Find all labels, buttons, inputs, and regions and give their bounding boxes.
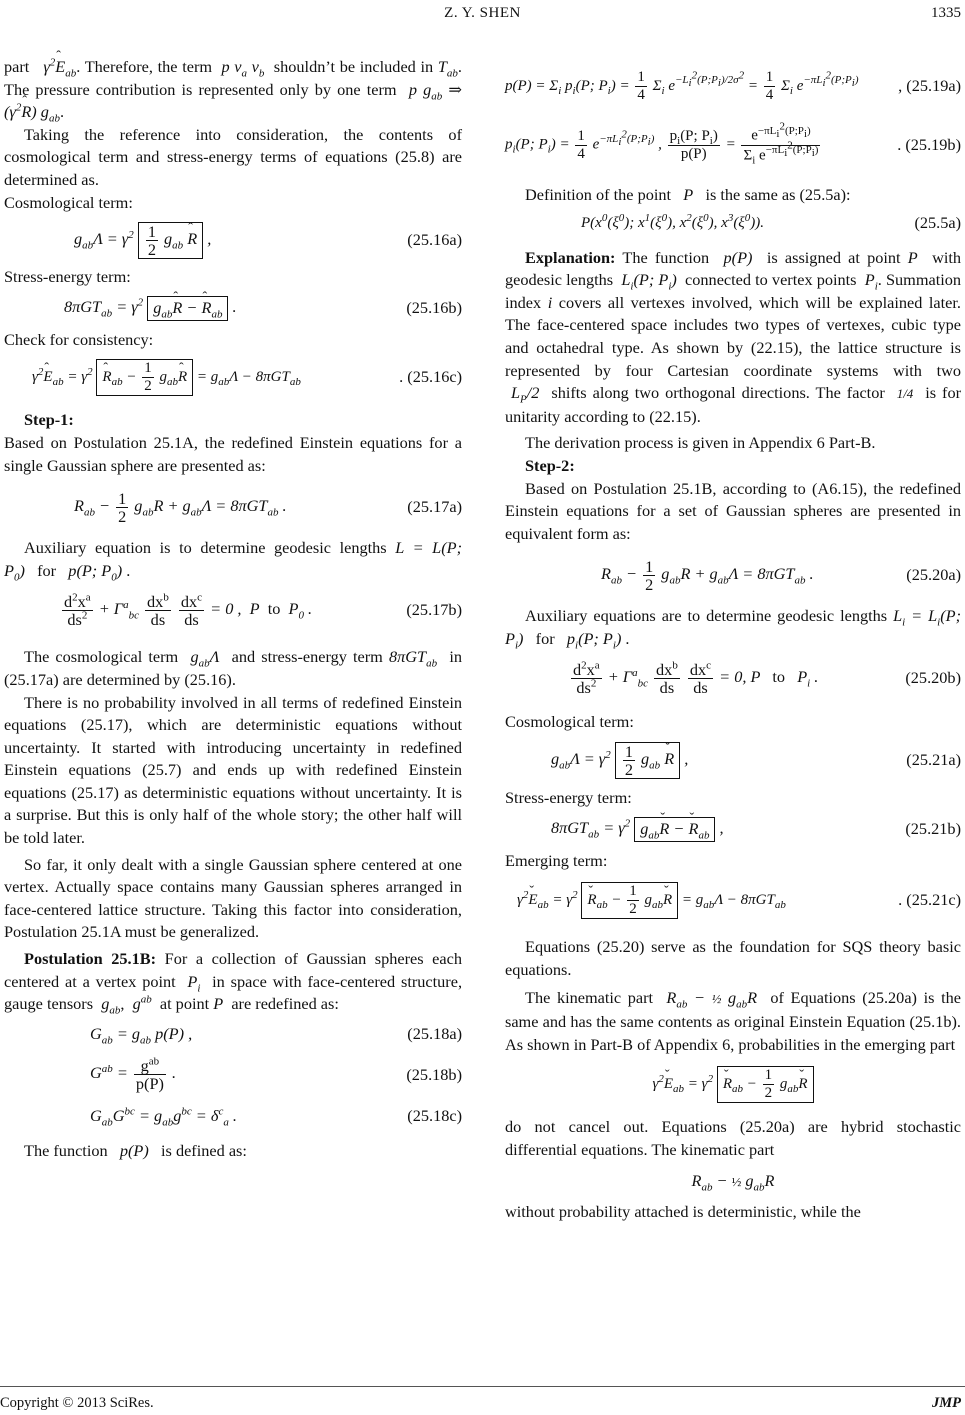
paragraph-function-p: The function p(P) is defined as: bbox=[24, 1140, 247, 1160]
page-number: 1335 bbox=[931, 5, 961, 21]
running-header-author: Z. Y. SHEN bbox=[444, 5, 521, 21]
equation-25-21b: $8\pi GT_{ab} = \gamma^2$ $g_{ab}ˇ$ R − ˇ $R_{ab}$ , (25.21b) bbox=[505, 810, 961, 850]
equation-25-19a: $p(P) = \Sigma_i$ $p_i(P$; $P_i$) = $\frac{1}{4}$ $\Sigma_i$ $e^{-L_i^2(P;P_i)/2\sigma^2}$ = $\frac{1}{4}$ $\Sigma_i$ $e^{-\pi L_i^2(P;P_i)}$ , (25.19a) bbox=[505, 68, 961, 103]
cosmological-term-label-2: Cosmological term: bbox=[505, 711, 634, 731]
stress-energy-term-label: Stress-energy term: bbox=[4, 267, 131, 287]
equation-25-18a: $G_{ab} = g_{ab}$ p(P) , (25.18a) bbox=[90, 1023, 462, 1046]
paragraph-explanation: Explanation: The function p(P) is assigned at point P with geodesic lengths $L_i(P$; $P_i$) connected to vertex points $P_i$. Summation index i covers all vertexes involved, which will be explained later. The face-centered space includes two types of vertexes, cubic type and octahedral type. As shown by (22.15), the lattice structure is represented by four Cartesian coordinate systems with two $L_P/2$ shifts along two orthogonal directions. The factor 1/4 is for unitarity according to (22.15). bbox=[505, 247, 962, 426]
equation-25-16a: $g_{ab}\Lambda = \gamma^2$ $\frac{1}{2}$ $g_{ab}$ ˆ R , (25.16a) bbox=[4, 214, 462, 266]
paragraph-no-probability: There is no probability involved in all terms of redefined Einstein equations (25.17), which are deterministic equations without uncertainty. It started with introducing uncertainty in redefined Einstein equations (25.7) and ends up with redefined Einstein equations (25.17) as deterministic equations without uncertainty. It is a surprise. But this is only half of the whole story; the other half will be told later. bbox=[4, 692, 462, 848]
paragraph-step1: Based on Postulation 25.1A, the redefined Einstein equations for a single Gaussian sphere are presented as: bbox=[4, 432, 462, 475]
step-1-heading: Step-1: bbox=[24, 410, 74, 430]
paragraph-kinematic: The kinematic part $R_{ab}$ − ½ $g_{ab}R$ of Equations (25.20a) is the same and has the same contents as original Einstein Equation (25.1b). As shown in Part-B of Appendix 6, probabilities in the emerging part bbox=[505, 988, 961, 1054]
footer-divider bbox=[0, 1386, 965, 1387]
kinematic-part-expression: $R_{ab}$ − ½ $g_{ab}R$ bbox=[691, 1170, 775, 1193]
equation-25-16c: $\gamma^2ˆ$ $E_{ab} = \gamma^2$ ˆ $R_{ab}$ − $\frac{1}{2}$ $g_{ab}ˆ$ $R = g_{ab}\Lambda - 8\pi GT_{ab}$ . (25.16c) bbox=[4, 351, 462, 403]
journal-abbreviation: JMP bbox=[932, 1395, 961, 1411]
paragraph-gaussian-spheres: So far, it only dealt with a single Gaussian sphere centered at one vertex. Actually space contains many Gaussian spheres arranged in face-centered lattice structure. Taking this factor into consideration, Postulation 25.1A must be generalized. bbox=[4, 854, 462, 942]
emerging-part-expression: $\gamma^2ˇ$ $E_{ab} = \gamma^2$ ˇ $R_{ab}$ − $\frac{1}{2}$ $g_{ab}ˇ$ R bbox=[505, 1056, 961, 1112]
paragraph-definition-p: Definition of the point P is the same as (25.5a): bbox=[525, 185, 851, 204]
equation-25-21c: $\gamma^2ˇ$ $E_{ab} = \gamma^2$ ˇ $R_{ab}$ − $\frac{1}{2}$ $g_{ab}ˇ$ $R = g_{ab}\Lambda - 8\pi GT_{ab}$ . (25.21c) bbox=[505, 872, 961, 928]
equation-25-21a: $g_{ab}\Lambda = \gamma^2$ $\frac{1}{2}$ $g_{ab}$ ˇ R , (25.21a) bbox=[505, 733, 961, 787]
equation-25-18c: $G_{ab}G^{bc} = g_{ab}g^{bc} = \delta^c_a$ . (25.18c) bbox=[90, 1105, 462, 1128]
paragraph-hybrid: do not cancel out. Equations (25.20a) are hybrid stochastic differential equations. The kinematic part bbox=[505, 1117, 961, 1159]
postulation-25-1b: Postulation 25.1B: For a collection of Gaussian spheres each centered at a vertex point $P_i$ in space with face-centered structure, gauge tensors $g_{ab}$, $g^{ab}$ at point P are redefined as: bbox=[4, 949, 463, 1017]
equation-25-19b: $p_i(P$; $P_i$) = $\frac{1}{4}$ $e^{-\pi L_i^2(P;P_i)}$ , $\frac{p_i(P; P_i)}{p(P)}$ = $\frac{e^{-\pi L_i^2(P;P_i)}}{\Sigma_i e^{-\pi L_i^2(P;P_i)}}$ . (25.19b) bbox=[505, 119, 961, 167]
paragraph-deterministic: without probability attached is deterministic, while the bbox=[505, 1202, 861, 1222]
paragraph-foundation: Equations (25.20) serve as the foundation for SQS theory basic equations. bbox=[505, 937, 961, 979]
paragraph-derivation: The derivation process is given in Appendix 6 Part-B. bbox=[525, 433, 876, 453]
equation-25-16b: $8\pi GT_{ab} = \gamma^2$ $g_{ab}ˆ$ R − ˆ $R_{ab}$ . (25.16b) bbox=[4, 289, 462, 329]
right-column bbox=[505, 0, 961, 1224]
equation-25-18b: $G^{ab}$ = $\frac{g^{ab}}{p(P)}$ . (25.18b) bbox=[90, 1055, 462, 1094]
paragraph-auxiliary: Auxiliary equation is to determine geodesic lengths L = L(P; $P_0$) for p(P; $P_0$) . bbox=[4, 538, 462, 583]
equation-25-20a: $R_{ab}$ − $\frac{1}{2}$ $g_{ab}R + g_{ab}\Lambda = 8\pi GT_{ab}$ . (25.20a) bbox=[601, 556, 961, 594]
paragraph-step2: Based on Postulation 25.1B, according to (A6.15), the redefined Einstein equations for a set of Gaussian spheres are presented in equivalent form as: bbox=[505, 478, 961, 543]
paragraph-terms: The cosmological term $g_{ab}\Lambda$ and stress-energy term 8πGT$_{ab}$ in (25.17a) are determined by (25.16). bbox=[4, 647, 462, 689]
stress-energy-term-label-2: Stress-energy term: bbox=[505, 788, 632, 808]
paragraph-auxiliary-2: Auxiliary equations are to determine geodesic lengths $L_i = L_i(P$; $P_i$) for $p_i(P$; $P_i$) . bbox=[505, 606, 962, 652]
emerging-term-label: Emerging term: bbox=[505, 850, 608, 870]
left-column bbox=[4, 56, 462, 1162]
step-2-heading: Step-2: bbox=[525, 455, 575, 475]
consistency-label: Check for consistency: bbox=[4, 329, 154, 349]
equation-25-17a: $R_{ab}$ − $\frac{1}{2}$ $g_{ab}R + g_{ab}\Lambda = 8\pi GT_{ab}$ . (25.17a) bbox=[74, 488, 462, 526]
equation-25-17b: $\frac{d^2x^a}{ds^2}$ + $\Gamma^a_{bc}$ $\frac{dx^b}{ds}$ $\frac{dx^c}{ds}$ = 0 , P to $P_0$ . (25.17b) bbox=[64, 591, 462, 629]
equation-25-5a: $P(x^0(\xi^0)$; $x^1(\xi^0)$, $x^2(\xi^0)$, $x^3(\xi^0)$). (25.5a) bbox=[581, 212, 961, 233]
paragraph-pressure: part $\gamma^2ˆ$ $E_{ab}$. Therefore, the term p $v_a$ $v_b$ shouldn’t be included in $T_{ab}$. The pressure contribution is represented only by one term p $g_{ab}$ ⇒ ($\gamma^2ˆ$ R) $g_{ab}$. bbox=[4, 56, 462, 124]
paragraph-reference: Taking the reference into consideration, the contents of cosmological term and stress-energy terms of equations (25.8) are determined as. bbox=[4, 124, 462, 189]
cosmological-term-label: Cosmological term: bbox=[4, 192, 133, 212]
copyright-notice: Copyright © 2013 SciRes. bbox=[0, 1395, 154, 1411]
equation-25-20b: $\frac{d^2x^a}{ds^2}$ + $\Gamma^a_{bc}$ $\frac{dx^b}{ds}$ $\frac{dx^c}{ds}$ = 0, P to $P_i$ . (25.20b) bbox=[573, 659, 961, 697]
